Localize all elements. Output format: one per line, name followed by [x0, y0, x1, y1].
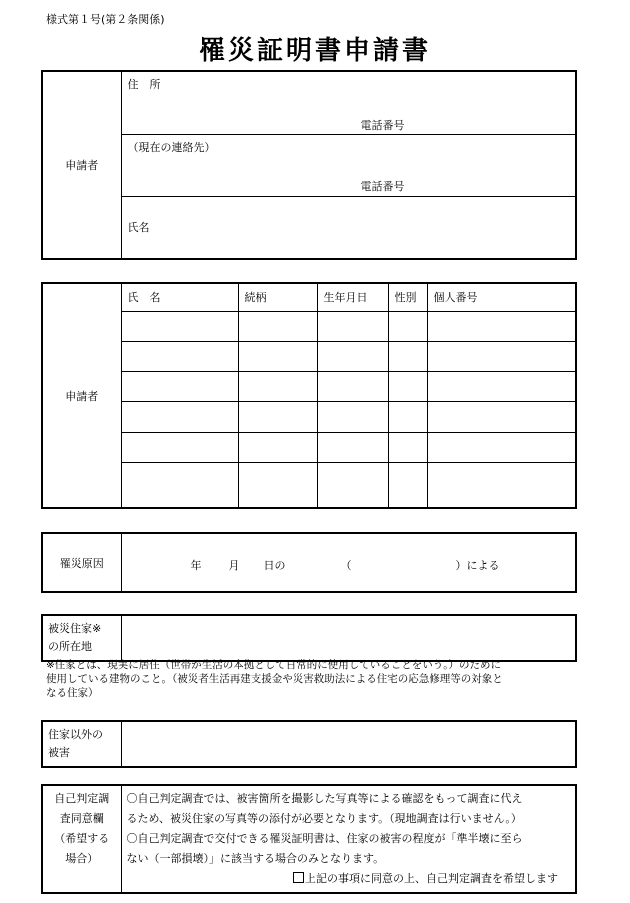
cause-close: ）による: [455, 559, 500, 572]
member-relationship-cell[interactable]: [238, 462, 317, 508]
cause-month: 月: [228, 559, 240, 572]
contact-address-field[interactable]: [121, 134, 576, 196]
member-birthdate-cell[interactable]: [317, 341, 388, 371]
other-damage-table: [41, 720, 577, 768]
self-assessment-text-line1: 〇自己判定調査では、被害箇所を撮影した写真等による確認をもって調査に代え: [126, 792, 523, 805]
cause-table: [41, 532, 577, 593]
location-field[interactable]: [121, 615, 576, 661]
table-row: [42, 311, 576, 341]
self-assessment-label-line2: 査同意欄: [59, 812, 104, 825]
address-field[interactable]: [121, 71, 576, 134]
table-row: [42, 432, 576, 462]
note-line-2: 使用している建物のこと。（被災者生活再建支援金や災害救助法による住宅の応急修理等の対象と: [46, 673, 503, 685]
name-field[interactable]: [121, 196, 576, 259]
member-number-cell[interactable]: [427, 402, 576, 432]
member-birthdate-cell[interactable]: [317, 311, 388, 341]
header-birthdate: 生年月日: [317, 283, 388, 311]
header-name: 氏 名: [121, 283, 238, 311]
member-name-cell[interactable]: [121, 432, 238, 462]
member-name-cell[interactable]: [121, 372, 238, 402]
phone-label-1: 電話番号: [360, 119, 405, 132]
cause-label: 罹災原因: [42, 533, 121, 592]
member-sex-cell[interactable]: [388, 372, 427, 402]
note-line-1: ※住家とは、現実に居住（世帯が生活の本拠として日常的に使用していることをいう。）のために: [46, 659, 502, 671]
location-label-line1: 被災住家※: [48, 622, 102, 635]
member-relationship-cell[interactable]: [238, 402, 317, 432]
location-label-line2: の所在地: [48, 640, 92, 653]
member-name-cell[interactable]: [121, 311, 238, 341]
location-table: [41, 614, 577, 662]
consent-checkbox[interactable]: [293, 872, 304, 883]
member-relationship-cell[interactable]: [238, 341, 317, 371]
member-birthdate-cell[interactable]: [317, 372, 388, 402]
member-sex-cell[interactable]: [388, 311, 427, 341]
table-row: [42, 462, 576, 508]
other-damage-label: [42, 721, 121, 767]
household-label: 申請者: [42, 283, 121, 508]
header-individual-number: 個人番号: [427, 283, 576, 311]
self-assessment-text: [121, 785, 576, 893]
phone-label-2: 電話番号: [360, 179, 405, 193]
member-name-cell[interactable]: [121, 341, 238, 371]
table-row: [42, 402, 576, 432]
member-relationship-cell[interactable]: [238, 432, 317, 462]
cause-year: 年: [190, 559, 202, 572]
cause-day: 日の: [263, 559, 286, 572]
self-assessment-label-line3: （希望する: [54, 832, 110, 845]
member-birthdate-cell[interactable]: [317, 402, 388, 432]
header-sex: 性別: [388, 283, 427, 311]
self-assessment-text-line2: るため、被災住家の写真等の添付が必要となります。（現地調査は行いません。）: [126, 812, 522, 825]
other-damage-label-line1: 住家以外の: [48, 728, 103, 741]
self-assessment-text-line3: 〇自己判定調査で交付できる罹災証明書は、住家の被害の程度が「準半壊に至ら: [126, 832, 523, 845]
consent-row[interactable]: [127, 869, 571, 889]
self-assessment-label: [42, 785, 121, 893]
table-row: [42, 372, 576, 402]
member-number-cell[interactable]: [427, 311, 576, 341]
form-number: 様式第１号(第２条関係): [46, 13, 165, 26]
member-sex-cell[interactable]: [388, 462, 427, 508]
applicant-label: 申請者: [42, 71, 121, 259]
member-relationship-cell[interactable]: [238, 372, 317, 402]
member-name-cell[interactable]: [121, 402, 238, 432]
other-damage-label-line2: 被害: [48, 746, 70, 759]
self-assessment-label-line4: 場合）: [65, 852, 99, 865]
name-label: 氏名: [127, 221, 150, 235]
member-sex-cell[interactable]: [388, 432, 427, 462]
member-birthdate-cell[interactable]: [317, 432, 388, 462]
applicant-table: [41, 70, 577, 260]
other-damage-field[interactable]: [121, 721, 576, 767]
header-relationship: 続柄: [238, 283, 317, 311]
member-number-cell[interactable]: [427, 432, 576, 462]
member-number-cell[interactable]: [427, 341, 576, 371]
member-sex-cell[interactable]: [388, 341, 427, 371]
member-relationship-cell[interactable]: [238, 311, 317, 341]
member-sex-cell[interactable]: [388, 402, 427, 432]
self-assessment-table: [41, 784, 577, 894]
cause-open-paren: （: [340, 559, 352, 572]
address-label: 住 所: [127, 78, 161, 91]
house-definition-note: [46, 658, 586, 700]
household-table: [41, 282, 577, 509]
page-title: 罹災証明書申請書: [198, 36, 431, 66]
member-number-cell[interactable]: [427, 462, 576, 508]
cause-field[interactable]: [121, 533, 576, 592]
self-assessment-label-line1: 自己判定調: [54, 792, 110, 805]
self-assessment-text-line4: ない（一部損壊）」に該当する場合のみとなります。: [126, 852, 385, 865]
location-label: [42, 615, 121, 661]
member-name-cell[interactable]: [121, 462, 238, 508]
member-number-cell[interactable]: [427, 372, 576, 402]
table-row: [42, 341, 576, 371]
note-line-3: なる住家）: [46, 687, 99, 699]
contact-label: （現在の連絡先）: [127, 140, 216, 154]
consent-text: 上記の事項に同意の上、自己判定調査を希望します: [305, 872, 558, 885]
member-birthdate-cell[interactable]: [317, 462, 388, 508]
